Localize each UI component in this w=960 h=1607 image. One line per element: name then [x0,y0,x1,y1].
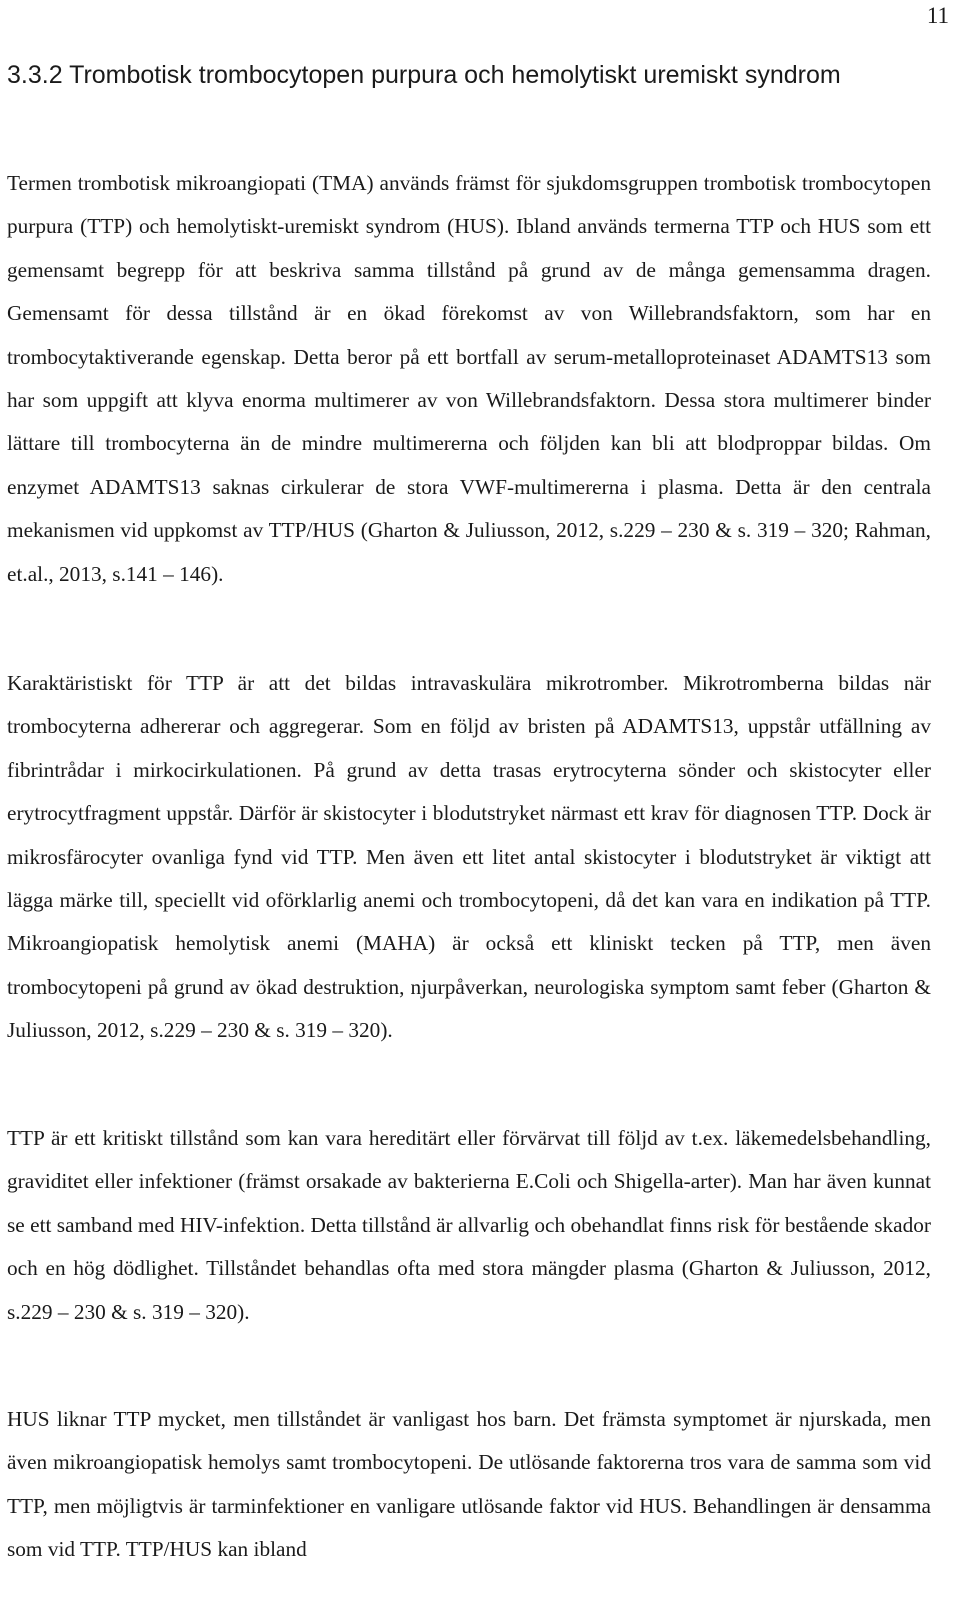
section-heading: 3.3.2 Trombotisk trombocytopen purpura och hemolytiskt uremiskt syndrom [7,61,841,89]
paragraph-ttp-characteristics: Karaktäristiskt för TTP är att det bildas intravaskulära mikrotromber. Mikrotromberna bildas när trombocyterna adhererar och aggregerar. Som en följd av bristen på ADAMTS13, uppstår utfällning av fibrintrådar i mirkocirkulationen. På grund av detta trasas erytrocyterna sönder och skistocyter eller erytrocytfragment uppstår. Därför är skistocyter i blodutstryket närmast ett krav för diagnosen TTP. Dock är mikrosfärocyter ovanliga fynd vid TTP. Men även ett litet antal skistocyter i blodutstryket är viktigt att lägga märke till, speciellt vid oförklarlig anemi och trombocytopeni, då det kan vara en indikation på TTP. Mikroangiopatisk hemolytisk anemi (MAHA) är också ett kliniskt tecken på TTP, men även trombocytopeni på grund av ökad destruktion, njurpåverkan, neurologiska symptom samt feber (Gharton & Juliusson, 2012, s.229 – 230 & s. 319 – 320). [7,671,931,1043]
paragraph-hus: HUS liknar TTP mycket, men tillståndet är vanligast hos barn. Det främsta symptomet är njurskada, men även mikroangiopatisk hemolys samt trombocytopeni. De utlösande faktorerna tros vara de samma som vid TTP, men möjligtvis är tarminfektioner en vanligare utlösande faktor vid HUS. Behandlingen är densamma som vid TTP. TTP/HUS kan ibland [7,1407,931,1562]
paragraph-ttp-causes: TTP är ett kritiskt tillstånd som kan vara hereditärt eller förvärvat till följd av t.ex. läkemedelsbehandling, graviditet eller infektioner (främst orsakade av bakterierna E.Coli och Shigella-arter). Man har även kunnat se ett samband med HIV-infektion. Detta tillstånd är allvarlig och obehandlat finns risk för bestående skador och en hög dödlighet. Tillståndet behandlas ofta med stora mängder plasma (Gharton & Juliusson, 2012, s.229 – 230 & s. 319 – 320). [7,1126,931,1324]
paragraph-tma-mechanism: Termen trombotisk mikroangiopati (TMA) används främst för sjukdomsgruppen trombotisk trombocytopen purpura (TTP) och hemolytiskt-uremiskt syndrom (HUS). Ibland används termerna TTP och HUS som ett gemensamt begrepp för att beskriva samma tillstånd på grund av de många gemensamma dragen. Gemensamt för dessa tillstånd är en ökad förekomst av von Willebrandsfaktorn, som har en trombocytaktiverande egenskap. Detta beror på ett bortfall av serum-metalloproteinaset ADAMTS13 som har som uppgift att klyva enorma multimerer av von Willebrandsfaktorn. Dessa stora multimerer binder lättare till trombocyterna än de mindre multimererna och följden kan bli att blodproppar bildas. Om enzymet ADAMTS13 saknas cirkulerar de stora VWF-multimererna i plasma. Detta är den centrala mekanismen vid uppkomst av TTP/HUS (Gharton & Juliusson, 2012, s.229 – 230 & s. 319 – 320; Rahman, et.al., 2013, s.141 – 146). [7,171,931,586]
page-number: 11 [926,3,949,28]
